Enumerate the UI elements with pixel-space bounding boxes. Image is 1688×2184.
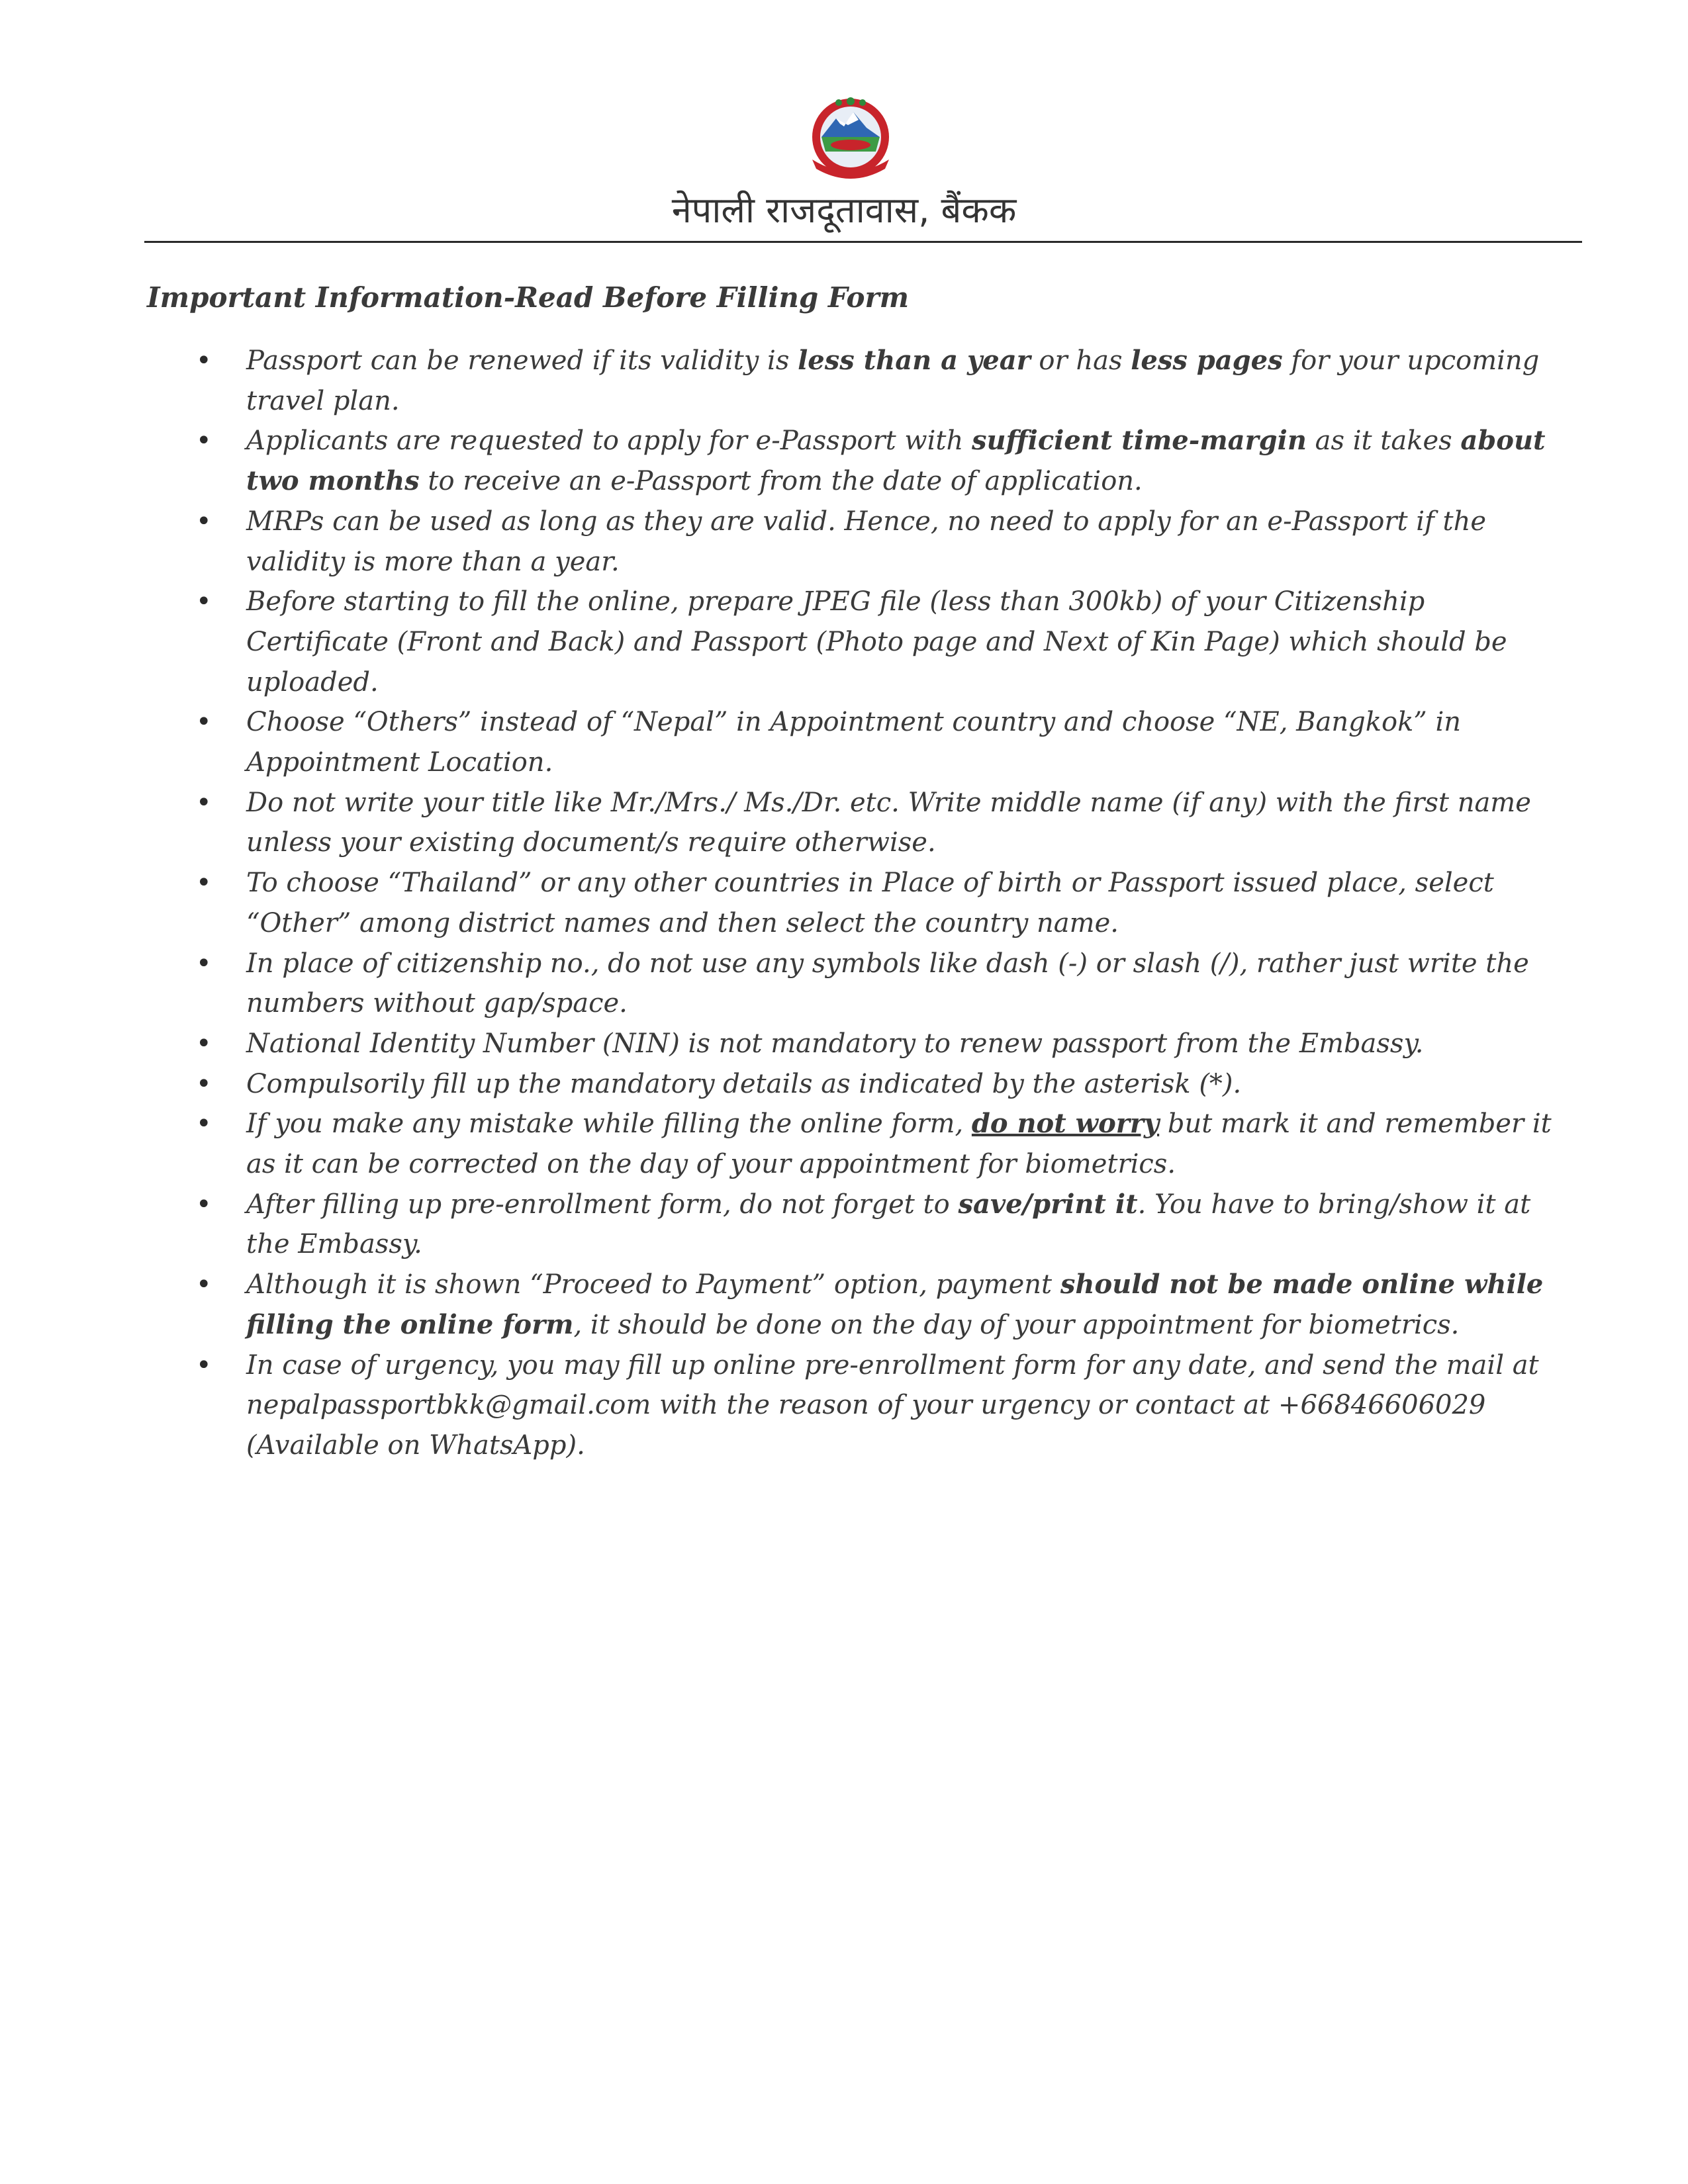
list-item: • Although it is shown “Proceed to Payment” option, payment should not be made online while filling the online form, it should be done on the day of your appointment for biometrics. [192, 1265, 1569, 1345]
list-item: • Choose “Others” instead of “Nepal” in Appointment country and choose “NE, Bangkok” in Appointment Location. [192, 702, 1569, 782]
bullet-icon: • [196, 707, 212, 738]
list-item: • After filling up pre-enrollment form, do not forget to save/print it. You have to bring/show it at the Embassy. [192, 1185, 1569, 1265]
bullet-icon: • [196, 1189, 212, 1220]
bullet-icon: • [196, 868, 212, 899]
list-item: • National Identity Number (NIN) is not mandatory to renew passport from the Embassy. [192, 1024, 1569, 1064]
bullet-icon: • [196, 948, 212, 979]
bullet-icon: • [196, 345, 212, 376]
list-item: • Do not write your title like Mr./Mrs./ Ms./Dr. etc. Write middle name (if any) with the first name unless your existing document/s require otherwise. [192, 783, 1569, 863]
bullet-icon: • [196, 506, 212, 537]
nepal-emblem-icon [798, 96, 904, 185]
section-heading: Important Information-Read Before Filling Form [147, 281, 910, 314]
bullet-icon: • [196, 1068, 212, 1099]
header-divider [144, 241, 1582, 243]
list-item: • To choose “Thailand” or any other countries in Place of birth or Passport issued place, select “Other” among district names and then select the country name. [192, 863, 1569, 943]
bullet-icon: • [196, 1109, 212, 1140]
embassy-title: नेपाली राजदूतावास, बैंकक [671, 189, 1017, 231]
bullet-icon: • [196, 1349, 212, 1381]
bullet-icon: • [196, 787, 212, 818]
information-list [192, 341, 1569, 1466]
list-item: • In place of citizenship no., do not use any symbols like dash (-) or slash (/), rather just write the numbers without gap/space. [192, 944, 1569, 1024]
list-item: • Compulsorily fill up the mandatory details as indicated by the asterisk (*). [192, 1064, 1569, 1105]
list-item: • MRPs can be used as long as they are valid. Hence, no need to apply for an e-Passport if the validity is more than a year. [192, 502, 1569, 582]
bullet-icon: • [196, 1028, 212, 1059]
bullet-icon: • [196, 586, 212, 617]
bullet-icon: • [196, 1269, 212, 1300]
list-item: • In case of urgency, you may fill up online pre-enrollment form for any date, and send the mail at nepalpassportbkk@gmail.com with the reason of your urgency or contact at +66846606029 (Available on WhatsApp). [192, 1345, 1569, 1466]
list-item: • If you make any mistake while filling the online form, do not worry but mark it and remember it as it can be corrected on the day of your appointment for biometrics. [192, 1104, 1569, 1184]
list-item: • Before starting to fill the online, prepare JPEG file (less than 300kb) of your Citizenship Certificate (Front and Back) and Passport (Photo page and Next of Kin Page) which should be uploaded. [192, 582, 1569, 702]
list-item: • Passport can be renewed if its validity is less than a year or has less pages for your upcoming travel plan. [192, 341, 1569, 421]
list-item: • Applicants are requested to apply for e-Passport with sufficient time-margin as it takes about two months to receive an e-Passport from the date of application. [192, 421, 1569, 501]
bullet-icon: • [196, 426, 212, 457]
